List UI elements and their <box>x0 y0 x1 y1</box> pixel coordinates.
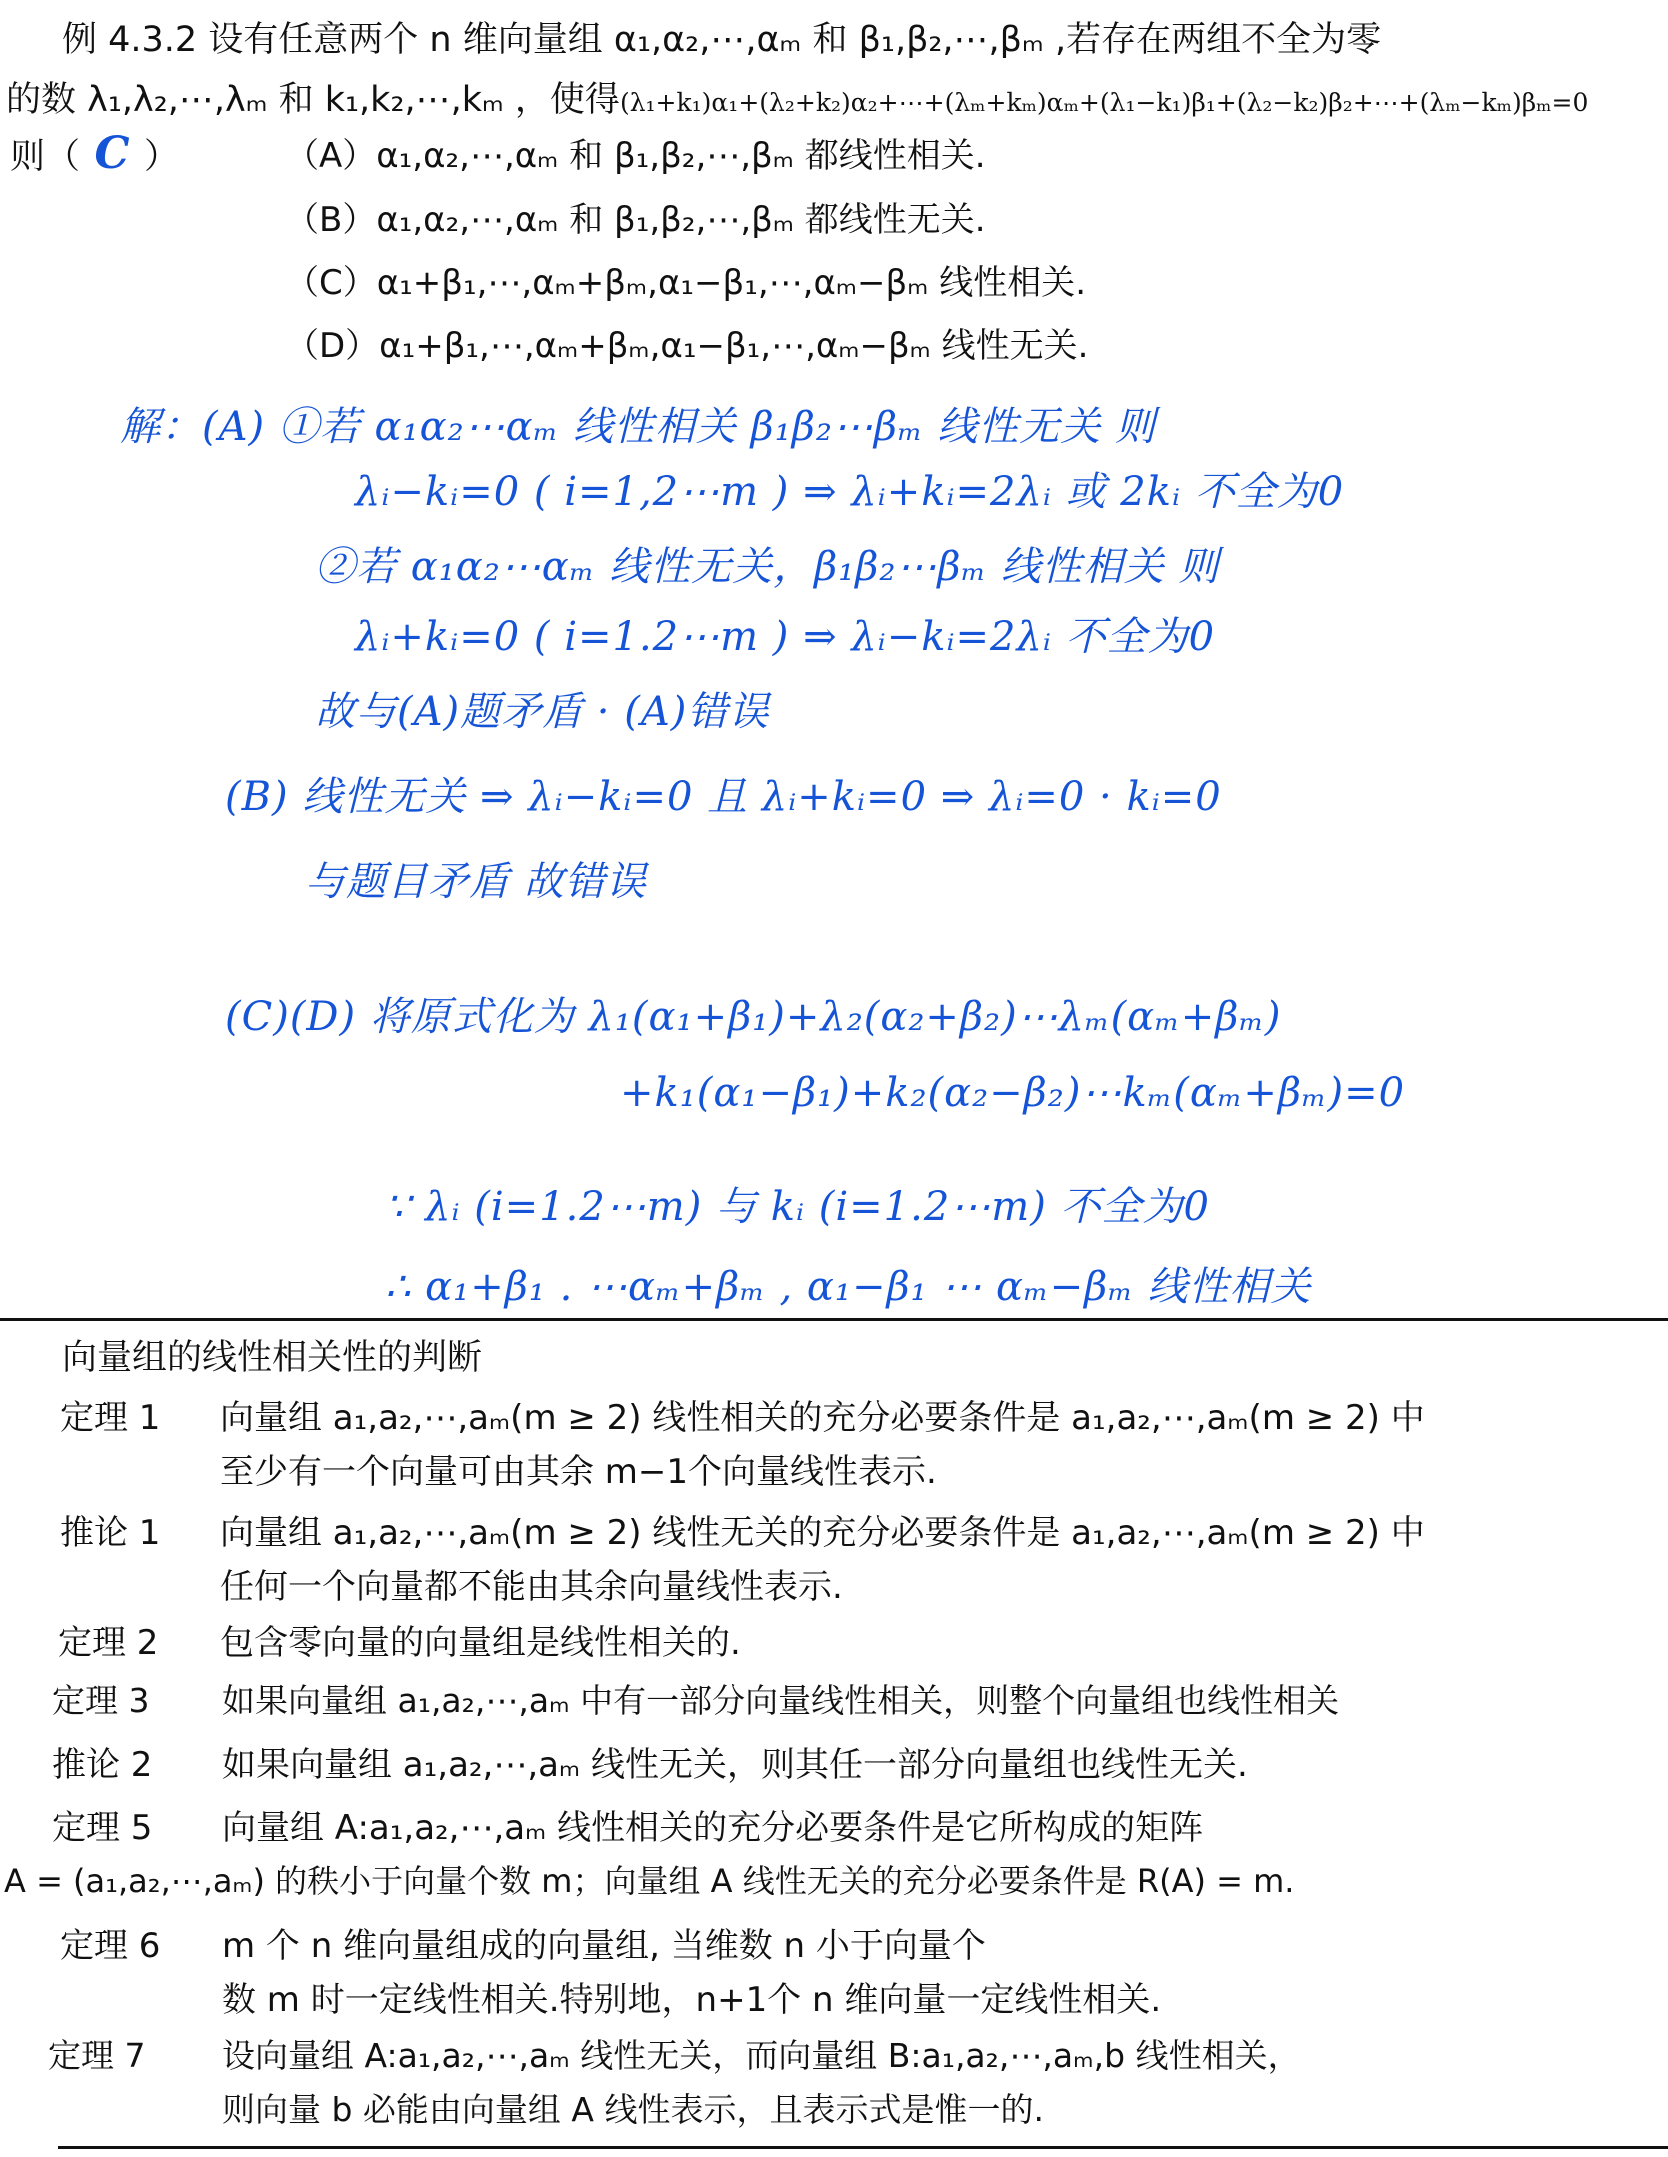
hw-line-11: ∴ α₁+β₁ . ⋯αₘ+βₘ , α₁−β₁ ⋯ αₘ−βₘ 线性相关 <box>385 1264 1312 1310</box>
theorem-7-text: 设向量组 A:a₁,a₂,⋯,aₘ 线性无关，而向量组 B:a₁,a₂,⋯,aₘ,b 线性相关， <box>222 2036 1301 2075</box>
theorem-3-text: 如果向量组 a₁,a₂,⋯,aₘ 中有一部分向量线性相关，则整个向量组也线性相关 <box>222 1681 1340 1720</box>
problem-line-2 <box>6 72 1588 122</box>
then-close: ） <box>144 137 180 177</box>
corollary-1-label: 推论 1 <box>60 1513 161 1553</box>
hw-line-6: (B) 线性无关 ⇒ λᵢ−kᵢ=0 且 λᵢ+kᵢ=0 ⇒ λᵢ=0 · kᵢ=0 <box>225 774 1222 820</box>
theorem-1 <box>60 1390 1425 1439</box>
option-a: （A）α₁,α₂,⋯,αₘ 和 β₁,β₂,⋯,βₘ 都线性相关. <box>285 136 986 176</box>
theorem-2 <box>58 1615 741 1664</box>
hw-line-9: +k₁(α₁−β₁)+k₂(α₂−β₂)⋯kₘ(αₘ+βₘ)=0 <box>620 1070 1406 1116</box>
hw-line-10: ∵ λᵢ (i=1.2⋯m) 与 kᵢ (i=1.2⋯m) 不全为0 <box>385 1184 1210 1230</box>
option-c: （C）α₁+β₁,⋯,αₘ+βₘ,α₁−β₁,⋯,αₘ−βₘ 线性相关. <box>285 263 1087 303</box>
theorem-6-text: m 个 n 维向量组成的向量组, 当维数 n 小于向量个 <box>222 1926 986 1966</box>
corollary-1-cont: 任何一个向量都不能由其余向量线性表示. <box>220 1567 843 1607</box>
theorem-2-label: 定理 2 <box>58 1623 159 1663</box>
corollary-2 <box>52 1737 1248 1786</box>
option-b: （B）α₁,α₂,⋯,αₘ 和 β₁,β₂,⋯,βₘ 都线性无关. <box>285 200 986 240</box>
hw-line-4: λᵢ+kᵢ=0 ( i=1.2⋯m ) ⇒ λᵢ−kᵢ=2λᵢ 不全为0 <box>355 614 1216 660</box>
theorem-5-cont: A = (a₁,a₂,⋯,aₘ) 的秩小于向量个数 m；向量组 A 线性无关的充分必要条件是 R(A) = m. <box>4 1862 1295 1900</box>
theorem-5 <box>52 1800 1203 1849</box>
handwritten-answer: C <box>94 128 130 179</box>
theorem-3 <box>52 1675 1339 1722</box>
theorem-1-text: 向量组 a₁,a₂,⋯,aₘ(m ≥ 2) 线性相关的充分必要条件是 a₁,a₂,⋯,aₘ(m ≥ 2) 中 <box>220 1398 1425 1438</box>
option-d: （D）α₁+β₁,⋯,αₘ+βₘ,α₁−β₁,⋯,αₘ−βₘ 线性无关. <box>285 326 1089 366</box>
theorem-6-label: 定理 6 <box>60 1926 161 1966</box>
hw-line-5: 故与(A)题矛盾 · (A)错误 <box>315 689 770 735</box>
top-divider <box>0 1318 1668 1321</box>
problem-line-2-prefix: 的数 λ₁,λ₂,⋯,λₘ 和 k₁,k₂,⋯,kₘ ，使得 <box>6 80 620 120</box>
corollary-2-text: 如果向量组 a₁,a₂,⋯,aₘ 线性无关，则其任一部分向量组也线性无关. <box>222 1745 1248 1785</box>
theorem-6 <box>60 1918 986 1967</box>
corollary-1 <box>60 1505 1425 1554</box>
problem-equation: (λ₁+k₁)α₁+(λ₂+k₂)α₂+⋯+(λₘ+kₘ)αₘ+(λ₁−k₁)β₁+(λ₂−k₂)β₂+⋯+(λₘ−kₘ)βₘ=0 <box>619 88 1589 117</box>
problem-then <box>10 128 179 179</box>
theorem-7-cont: 则向量 b 必能由向量组 A 线性表示，且表示式是惟一的. <box>222 2090 1044 2129</box>
corollary-2-label: 推论 2 <box>52 1745 153 1785</box>
theorem-3-label: 定理 3 <box>52 1681 150 1720</box>
theorem-1-cont: 至少有一个向量可由其余 m−1个向量线性表示. <box>220 1452 937 1492</box>
theorem-7 <box>48 2030 1301 2077</box>
hw-line-2: λᵢ−kᵢ=0 ( i=1,2⋯m ) ⇒ λᵢ+kᵢ=2λᵢ 或 2kᵢ 不全为0 <box>355 469 1345 515</box>
problem-line-1: 例 4.3.2 设有任意两个 n 维向量组 α₁,α₂,⋯,αₘ 和 β₁,β₂,⋯,βₘ ,若存在两组不全为零 <box>62 20 1382 60</box>
hw-line-1: 解：(A) ①若 α₁α₂⋯αₘ 线性相关 β₁β₂⋯βₘ 线性无关 则 <box>120 404 1156 450</box>
theorem-2-text: 包含零向量的向量组是线性相关的. <box>220 1623 741 1663</box>
hw-line-7: 与题目矛盾 故错误 <box>305 859 647 905</box>
corollary-1-text: 向量组 a₁,a₂,⋯,aₘ(m ≥ 2) 线性无关的充分必要条件是 a₁,a₂,⋯,aₘ(m ≥ 2) 中 <box>220 1513 1425 1553</box>
bottom-divider <box>58 2146 1668 2149</box>
theorem-5-text: 向量组 A:a₁,a₂,⋯,aₘ 线性相关的充分必要条件是它所构成的矩阵 <box>222 1808 1204 1848</box>
hw-line-8: (C)(D) 将原式化为 λ₁(α₁+β₁)+λ₂(α₂+β₂)⋯λₘ(αₘ+βₘ) <box>225 994 1282 1040</box>
theorem-1-label: 定理 1 <box>60 1398 161 1438</box>
hw-line-3: ②若 α₁α₂⋯αₘ 线性无关，β₁β₂⋯βₘ 线性相关 则 <box>315 544 1220 590</box>
theorem-6-cont: 数 m 时一定线性相关.特别地，n+1个 n 维向量一定线性相关. <box>222 1980 1162 2020</box>
then-label: 则（ <box>10 137 81 177</box>
section-title: 向量组的线性相关性的判断 <box>62 1338 483 1378</box>
theorem-5-label: 定理 5 <box>52 1808 153 1848</box>
theorem-7-label: 定理 7 <box>48 2036 146 2075</box>
